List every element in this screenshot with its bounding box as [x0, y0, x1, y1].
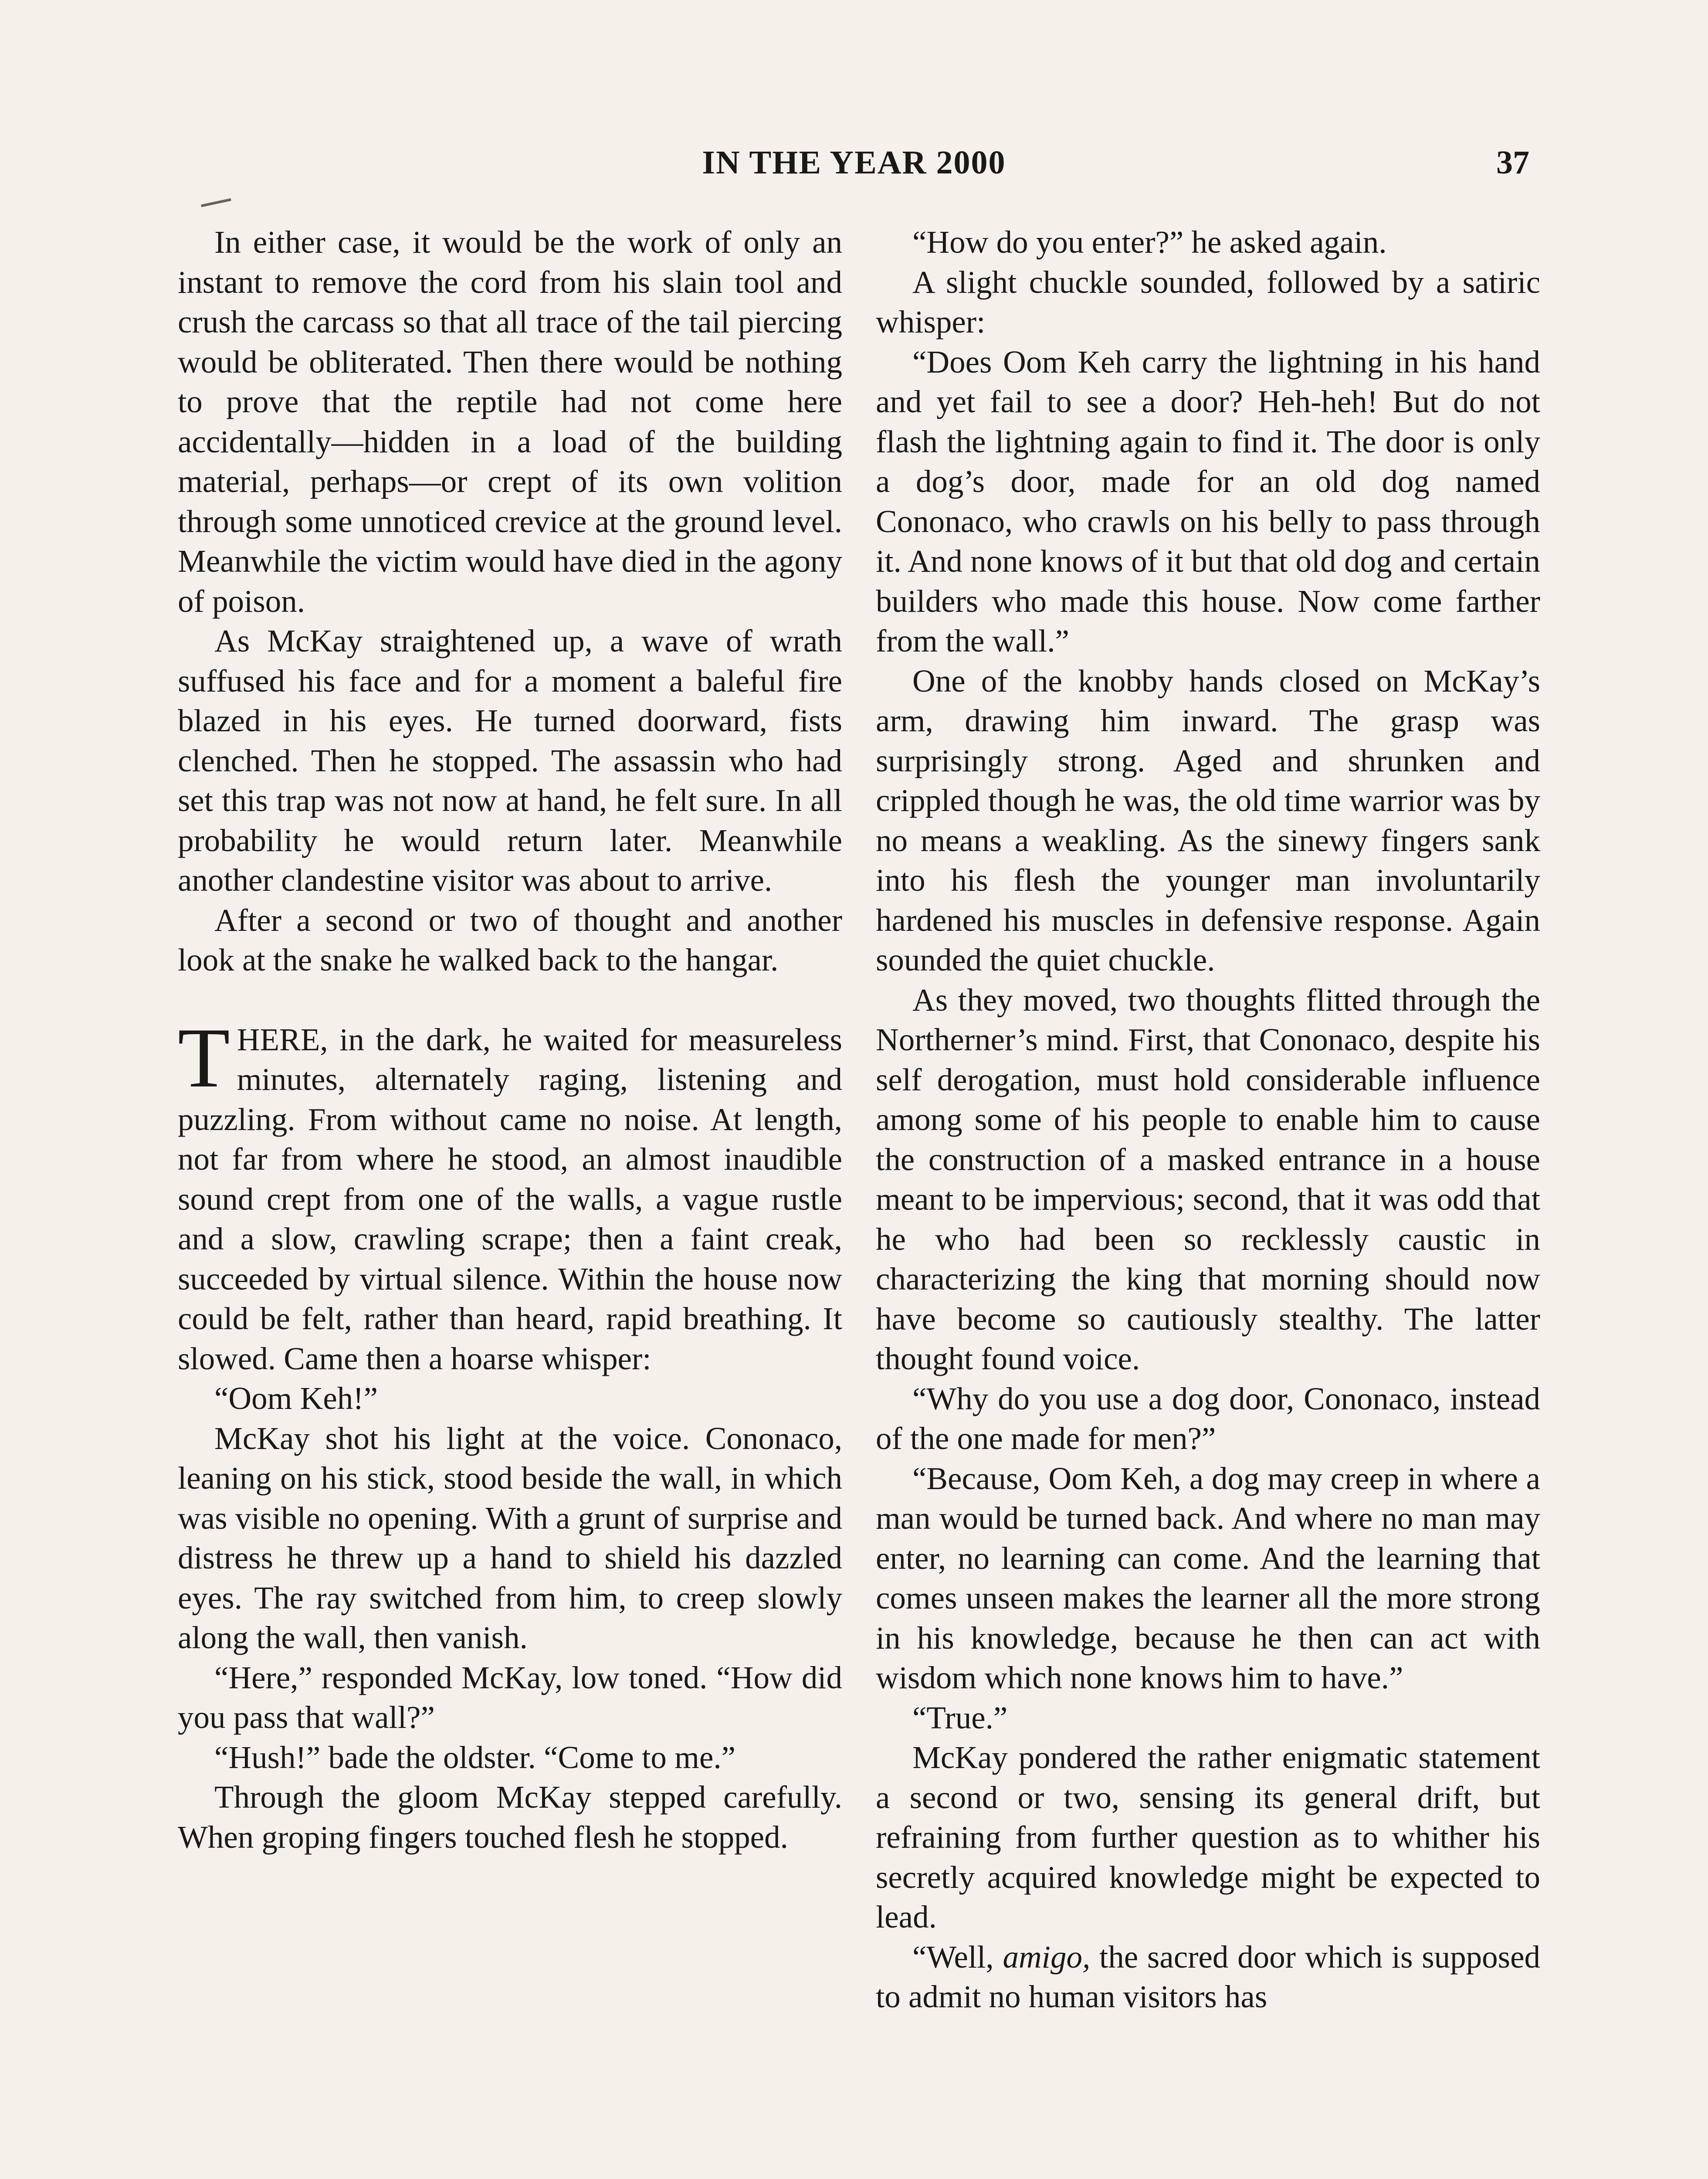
paragraph-text: “Well,: [912, 1939, 1003, 1975]
left-column: [178, 222, 842, 1857]
paragraph: Through the gloom McKay stepped carefully. When groping fingers touched flesh he stopped.: [178, 1779, 842, 1855]
italic-word: amigo,: [1003, 1939, 1091, 1975]
paragraph: A slight chuckle sounded, followed by a satiric whisper:: [876, 264, 1540, 339]
paragraph: “Why do you use a dog door, Cononaco, instead of the one made for men?”: [876, 1381, 1540, 1456]
paragraph: One of the knobby hands closed on McKay’s arm, drawing him inward. The grasp was surprisingly strong. Aged and shrunken and crippled though he was, the old time warrior was by no means a weakling. As the sinewy fingers sank into his flesh the younger man involuntarily hardened his muscles in defensive response. Again sounded the quiet chuckle.: [876, 663, 1540, 977]
paragraph-with-dropcap: [178, 1010, 842, 1379]
ink-smudge: [201, 198, 232, 211]
paragraph: [876, 1937, 1540, 2017]
paragraph: “Hush!” bade the oldster. “Come to me.”: [214, 1739, 736, 1775]
paragraph-text: HERE, in the dark, he waited for measureless minutes, alternately raging, listening and puzzling. From without came no noise. At length, not far from where he stood, an almost inaudible sound crept from one of the walls, a vague rustle and a slow, crawling scrape; then a faint creak, succeeded by virtual silence. Within the house now could be felt, rather than heard, rapid breathing. It slowed. Came then a hoarse whisper:: [178, 1022, 842, 1376]
paragraph-text: the sacred door which is supposed to admit no human visitors has: [876, 1939, 1540, 2014]
paragraph: “Here,” responded McKay, low toned. “How did you pass that wall?”: [178, 1660, 842, 1735]
section-break: [178, 980, 842, 1020]
right-column: [876, 222, 1540, 2017]
drop-cap: T: [178, 1010, 230, 1105]
paragraph: “Because, Oom Keh, a dog may creep in where a man would be turned back. And where no man may enter, no learning can come. And the learning that comes unseen makes the learner all the more strong in his knowledge, because he then can act with wisdom which none knows him to have.”: [876, 1460, 1540, 1695]
paragraph: “Does Oom Keh carry the lightning in his hand and yet fail to see a door? Heh-heh! But do not flash the lightning again to find it. The door is only a dog’s door, made for an old dog named Cononaco, who crawls on his belly to pass through it. And none knows of it but that old dog and certain builders who made this house. Now come farther from the wall.”: [876, 344, 1540, 658]
paragraph: McKay shot his light at the voice. Cononaco, leaning on his stick, stood beside the wall, in which was visible no opening. With a grunt of surprise and distress he threw up a hand to shield his dazzled eyes. The ray switched from him, to creep slowly along the wall, then vanish.: [178, 1420, 842, 1655]
page-header-title: IN THE YEAR 2000: [702, 144, 1006, 181]
paragraph: As McKay straightened up, a wave of wrath suffused his face and for a moment a baleful fire blazed in his eyes. He turned doorward, fists clenched. Then he stopped. The assassin who had set this trap was not now at hand, he felt sure. In all probability he would return later. Meanwhile another clandestine visitor was about to arrive.: [178, 623, 842, 898]
paragraph: “Oom Keh!”: [214, 1381, 378, 1416]
running-head: [179, 139, 1529, 187]
paragraph: In either case, it would be the work of only an instant to remove the cord from his slain tool and crush the carcass so that all trace of the tail piercing would be obliterated. Then there would be nothing to prove that the reptile had not come here accidentally—hidden in a load of the building material, perhaps—or crept of its own volition through some unnoticed crevice at the ground level. Meanwhile the victim would have died in the agony of poison.: [178, 224, 842, 619]
page-number: 37: [1496, 144, 1529, 181]
paragraph: “True.”: [912, 1700, 1008, 1735]
paragraph: As they moved, two thoughts flitted through the Northerner’s mind. First, that Cononaco, despite his self derogation, must hold considerable influence among some of his people to enable him to cause the construction of a masked entrance in a house meant to be impervious; second, that it was odd that he who had been so recklessly caustic in characterizing the king that morning should now have become so cautiously stealthy. The latter thought found voice.: [876, 982, 1540, 1376]
paragraph: After a second or two of thought and another look at the snake he walked back to the hangar.: [178, 902, 842, 977]
paragraph: “How do you enter?” he asked again.: [912, 224, 1387, 260]
paragraph: McKay pondered the rather enigmatic statement a second or two, sensing its general drift, but refraining from further question as to whither his secretly acquired knowledge might be expected to lead.: [876, 1740, 1540, 1935]
